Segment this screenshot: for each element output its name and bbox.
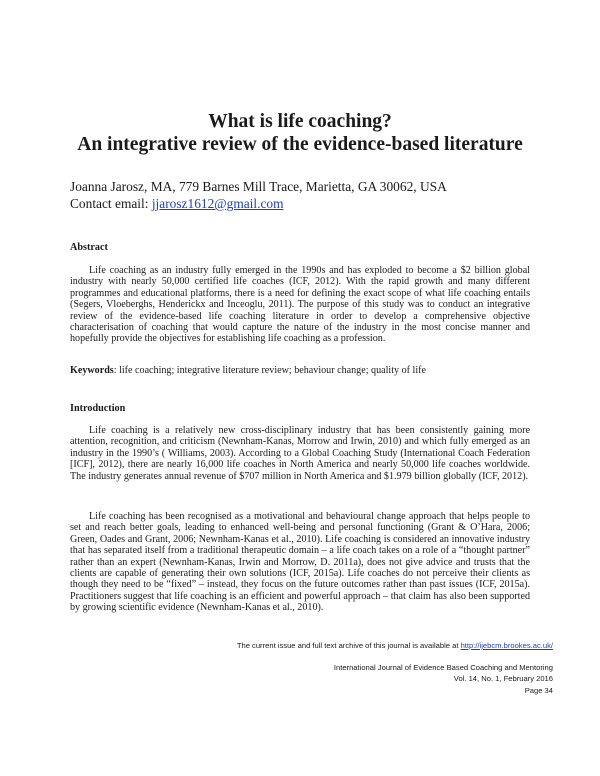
contact-email-link[interactable]: jjarosz1612@gmail.com <box>151 196 284 211</box>
introduction-paragraph: Life coaching is a relatively new cross-disciplinary industry that has been consistently gaining more attention, recognition, and criticism (Newnham-Kanas, Morrow and Irwin, 2010) and which fully emerged as an industry in the 1990’s ( Williams, 2003). According to a Global Coaching Study (International Coach Federation [ICF], 2012), there are nearly 16,000 life coaches in North America and nearly 50,000 life coaches worldwide. The industry generates annual revenue of $707 million in North America and $1.979 billion globally (ICF, 2012). <box>70 425 530 482</box>
abstract-text: Life coaching as an industry fully emerged in the 1990s and has exploded to become a $2 billion global industry with nearly 50,000 certified life coaches (ICF, 2012). With the rapid growth and many different programmes and educational platforms, there is a need for defining the exact scope of what life coaching entails (Segers, Vloeberghs, Henderickx and Inceoglu, 2011). The purpose of this study was to conduct an integrative review of the evidence-based life coaching literature in order to develop a comprehensive objective characterisation of coaching that would capture the nature of the industry in the most concise manner and hopefully provide the objectives for establishing life coaching as a profession. <box>70 265 530 345</box>
keywords-text: : life coaching; integrative literature review; behaviour change; quality of life <box>113 365 426 376</box>
page-number: Page 34 <box>524 686 553 695</box>
journal-name: International Journal of Evidence Based Coaching and Mentoring <box>333 663 553 672</box>
introduction-paragraph: Life coaching has been recognised as a motivational and behavioural change approach that helps people to set and reach better goals, leading to enhanced well-being and personal functioning (Grant & O’Hara, 2006; Green, Oades and Grant, 2006; Newnham-Kanas et al., 2010). Life coaching is considered an innovative industry that has separated itself from a traditional therapeutic domain – a life coach takes on a role of a “thought partner” rather than an expert (Newnham-Kanas, Irwin and Morrow, D. 2011a), does not give advice and trusts that the clients are capable of generating their own solutions (ICF, 2015a). Life coaches do not perceive their clients as though they need to be “fixed” – instead, they focus on the future outcomes rather than past issues (ICF, 2015a). Practitioners suggest that life coaching is an efficient and powerful approach – that claim has also been supported by growing scientific evidence (Newnham-Kanas et al., 2010). <box>70 511 530 614</box>
keywords-line <box>70 365 540 377</box>
archive-text: The current issue and full text archive of this journal is available at <box>236 641 461 650</box>
paper-title-line-2: An integrative review of the evidence-based literature <box>77 134 523 155</box>
abstract-heading: Abstract <box>70 242 108 253</box>
introduction-heading: Introduction <box>70 403 126 414</box>
archive-link[interactable]: http://ijebcm.brookes.ac.uk/ <box>460 641 553 650</box>
keywords-label: Keywords <box>70 365 114 376</box>
author-affiliation: Joanna Jarosz, MA, 779 Barnes Mill Trace, Marietta, GA 30062, USA <box>70 179 447 194</box>
contact-label: Contact email: <box>70 196 152 211</box>
journal-volume: Vol. 14, No. 1, February 2016 <box>453 674 553 683</box>
contact-line <box>70 196 284 212</box>
archive-note <box>237 641 553 651</box>
paper-title-line-1: What is life coaching? <box>208 111 392 132</box>
